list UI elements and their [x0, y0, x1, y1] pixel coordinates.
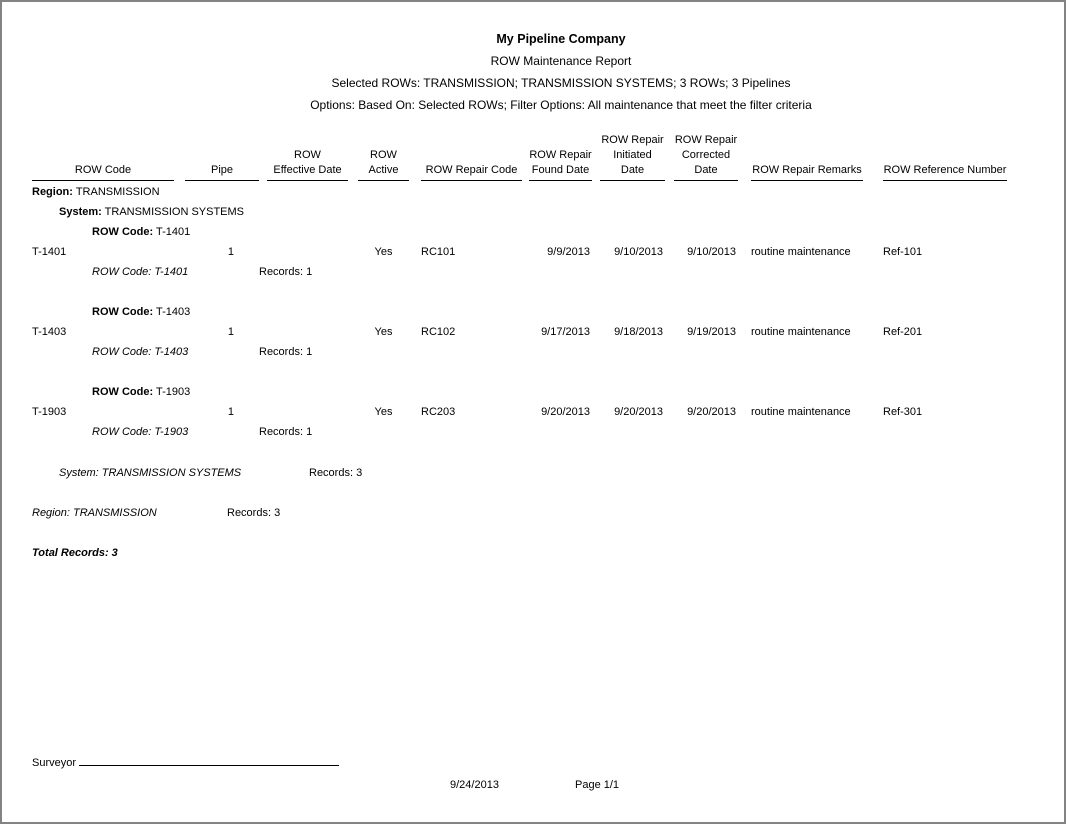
row-code-group-value: T-1903 — [155, 386, 191, 398]
cell-active: Yes — [374, 326, 393, 338]
corrected-date-value: 9/10/2013 — [687, 246, 736, 258]
found-date-value: 9/9/2013 — [547, 246, 590, 258]
pipe-value: 1 — [227, 246, 234, 258]
row-code-group-footer — [2, 345, 1064, 359]
row-code-group-header — [2, 305, 1064, 319]
column-header-label: ROW — [294, 149, 321, 161]
report-header — [58, 32, 1064, 120]
column-header-row-code — [32, 163, 185, 181]
page-number: Page 1/1 — [575, 779, 620, 791]
group-footer-records: Records: 1 — [259, 346, 313, 358]
row-code-group-label: ROW Code: — [92, 226, 154, 238]
corrected-date-value: 9/19/2013 — [687, 326, 736, 338]
column-header-label: Date — [620, 164, 645, 176]
row-code-group-label: ROW Code: — [92, 386, 154, 398]
table-header-row — [32, 132, 1007, 181]
group-footer-label: ROW Code: T-1403 — [92, 346, 189, 358]
cell-repair-code: RC203 — [421, 406, 456, 418]
cell-remarks: routine maintenance — [751, 246, 851, 258]
cell-found-date — [529, 405, 600, 419]
report-date: 9/24/2013 — [450, 779, 499, 791]
row-code-group-value: T-1401 — [155, 226, 191, 238]
column-header-remarks — [751, 163, 883, 181]
region-label: Region: — [32, 186, 73, 198]
column-header-label: Pipe — [210, 164, 234, 176]
surveyor-label: Surveyor — [32, 757, 77, 769]
cell-row-code: T-1403 — [32, 326, 67, 338]
column-header-label: ROW Code — [74, 164, 132, 176]
cell-effective-date — [267, 405, 358, 419]
column-header-label: Effective Date — [273, 164, 342, 176]
column-header-initiated-date — [600, 133, 674, 181]
system-group-header — [2, 205, 1064, 219]
cell-found-date — [529, 245, 600, 259]
company-name: My Pipeline Company — [496, 32, 626, 46]
selected-rows-line: Selected ROWs: TRANSMISSION; TRANSMISSION SYSTEMS; 3 ROWs; 3 Pipelines — [331, 76, 791, 90]
group-footer-label: ROW Code: T-1401 — [92, 266, 189, 278]
column-header-effective-date — [267, 148, 358, 181]
cell-initiated-date — [600, 245, 674, 259]
cell-effective-date — [267, 325, 358, 339]
column-header-label: ROW Repair Code — [425, 164, 518, 176]
table-row — [32, 325, 1007, 339]
cell-initiated-date — [600, 325, 674, 339]
column-header-active — [358, 148, 421, 181]
system-footer-label: System: TRANSMISSION SYSTEMS — [59, 467, 242, 479]
total-records-line — [2, 546, 1064, 560]
group-footer-records: Records: 1 — [259, 426, 313, 438]
pipe-value: 1 — [227, 406, 234, 418]
cell-corrected-date — [674, 405, 751, 419]
system-group-footer — [2, 466, 1064, 480]
cell-corrected-date — [674, 325, 751, 339]
cell-active: Yes — [374, 246, 393, 258]
cell-reference-number: Ref-301 — [883, 406, 923, 418]
found-date-value: 9/20/2013 — [541, 406, 590, 418]
cell-reference-number: Ref-201 — [883, 326, 923, 338]
initiated-date-value: 9/20/2013 — [614, 406, 663, 418]
row-code-group-footer — [2, 425, 1064, 439]
initiated-date-value: 9/18/2013 — [614, 326, 663, 338]
cell-initiated-date — [600, 405, 674, 419]
column-header-label: Corrected — [681, 149, 731, 161]
cell-pipe — [185, 245, 267, 259]
row-code-group-header — [2, 385, 1064, 399]
cell-effective-date — [267, 245, 358, 259]
pipe-value: 1 — [227, 326, 234, 338]
cell-repair-code: RC101 — [421, 246, 456, 258]
table-row — [32, 245, 1007, 259]
initiated-date-value: 9/10/2013 — [614, 246, 663, 258]
table-row — [32, 405, 1007, 419]
column-header-label: ROW Repair Remarks — [752, 164, 862, 176]
total-records-value: Total Records: 3 — [32, 547, 118, 559]
surveyor-signature-line — [79, 753, 339, 766]
group-footer-records: Records: 1 — [259, 266, 313, 278]
found-date-value: 9/17/2013 — [541, 326, 590, 338]
column-header-reference-number — [883, 163, 1007, 181]
system-label: System: — [59, 206, 102, 218]
cell-reference-number: Ref-101 — [883, 246, 923, 258]
surveyor-line — [2, 753, 1064, 767]
region-value: TRANSMISSION — [75, 186, 160, 198]
column-header-repair-code — [421, 163, 529, 181]
cell-remarks: routine maintenance — [751, 326, 851, 338]
column-header-label: Date — [694, 164, 718, 176]
column-header-label: ROW — [370, 149, 397, 161]
cell-pipe — [185, 405, 267, 419]
system-footer-records: Records: 3 — [309, 467, 363, 479]
page-footer — [2, 778, 1064, 792]
column-header-label: ROW Reference Number — [883, 164, 1007, 176]
row-code-group-footer — [2, 265, 1064, 279]
cell-pipe — [185, 325, 267, 339]
cell-corrected-date — [674, 245, 751, 259]
region-group-footer — [2, 506, 1064, 520]
column-header-corrected-date — [674, 133, 751, 181]
cell-found-date — [529, 325, 600, 339]
column-header-label: ROW Repair — [674, 134, 738, 146]
column-header-found-date — [529, 148, 600, 181]
group-footer-label: ROW Code: T-1903 — [92, 426, 189, 438]
cell-row-code: T-1903 — [32, 406, 67, 418]
column-header-label: Found Date — [531, 164, 590, 176]
region-footer-records: Records: 3 — [227, 507, 281, 519]
column-header-label: ROW Repair — [601, 134, 664, 146]
corrected-date-value: 9/20/2013 — [687, 406, 736, 418]
cell-repair-code: RC102 — [421, 326, 456, 338]
system-value: TRANSMISSION SYSTEMS — [104, 206, 245, 218]
cell-remarks: routine maintenance — [751, 406, 851, 418]
cell-active: Yes — [374, 406, 393, 418]
row-code-group-header — [2, 225, 1064, 239]
row-code-group-value: T-1403 — [155, 306, 191, 318]
region-group-header — [2, 185, 1064, 199]
report-title: ROW Maintenance Report — [490, 54, 632, 68]
region-footer-label: Region: TRANSMISSION — [32, 507, 157, 519]
row-code-group-label: ROW Code: — [92, 306, 154, 318]
column-header-pipe — [185, 163, 267, 181]
column-header-label: Initiated — [613, 149, 652, 161]
options-line: Options: Based On: Selected ROWs; Filter Options: All maintenance that meet the filter criteria — [310, 98, 812, 112]
column-header-label: ROW Repair — [529, 149, 592, 161]
column-header-label: Active — [368, 164, 399, 176]
cell-row-code: T-1401 — [32, 246, 67, 258]
